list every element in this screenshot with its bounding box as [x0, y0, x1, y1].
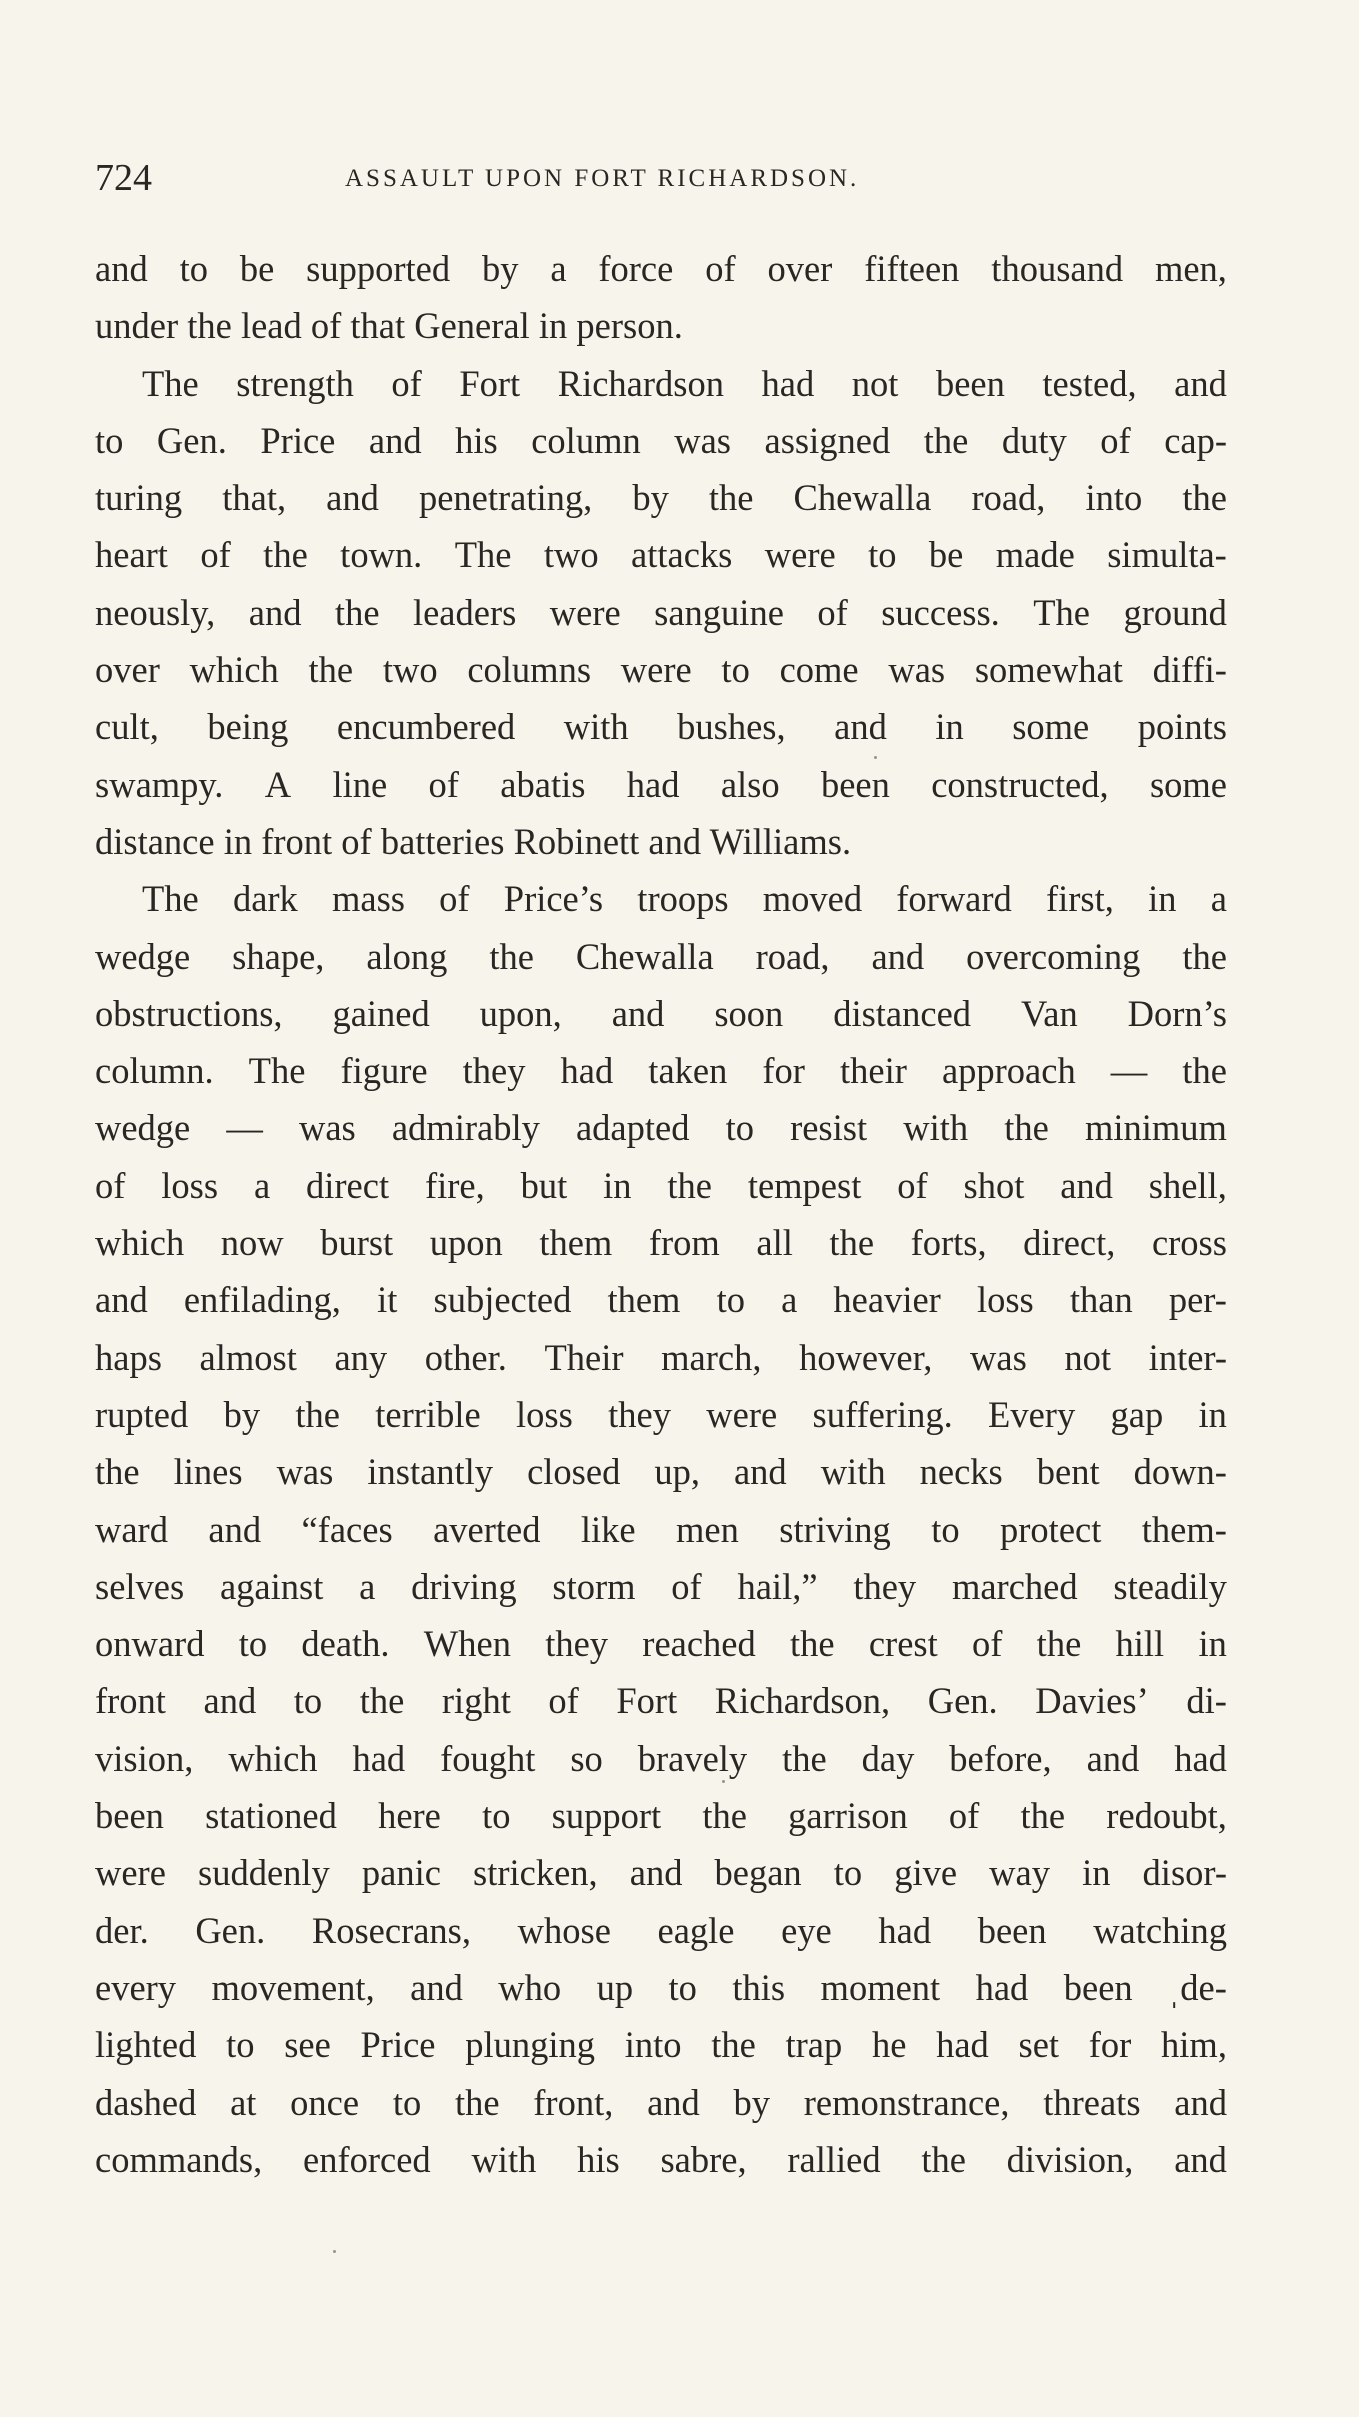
- paragraph: [95, 240, 1227, 355]
- text-line: The strength of Fort Richardson had not been tested, and: [142, 362, 1227, 404]
- running-head: [95, 155, 1215, 201]
- text-line: turing that, and penetrating, by the Chewalla road, into the: [95, 477, 1227, 519]
- text-line: and to be supported by a force of over fifteen thousand men,: [95, 248, 1227, 289]
- body-text: [95, 240, 1227, 2188]
- text-line: and enfilading, it subjected them to a heavier loss than per-: [95, 1279, 1227, 1321]
- text-line: over which the two columns were to come was somewhat diffi-: [95, 649, 1227, 691]
- text-line: wedge — was admirably adapted to resist with the minimum: [95, 1107, 1227, 1149]
- text-line: column. The figure they had taken for their approach — the: [95, 1050, 1227, 1092]
- text-line: onward to death. When they reached the crest of the hill in: [95, 1623, 1227, 1665]
- text-line: which now burst upon them from all the forts, direct, cross: [95, 1222, 1227, 1264]
- text-line: haps almost any other. Their march, however, was not inter-: [95, 1336, 1227, 1378]
- text-line: selves against a driving storm of hail,” they marched steadily: [95, 1565, 1227, 1607]
- paper-speck: [722, 1780, 725, 1783]
- text-line: dashed at once to the front, and by remonstrance, threats and: [95, 2081, 1227, 2123]
- paper-speck: [333, 2250, 336, 2253]
- text-line: every movement, and who up to this moment had been ˌde-: [95, 1966, 1227, 2008]
- paragraph: [95, 870, 1227, 2188]
- text-line: der. Gen. Rosecrans, whose eagle eye had been watching: [95, 1909, 1227, 1951]
- text-line: lighted to see Price plunging into the trap he had set for him,: [95, 2024, 1227, 2066]
- text-line: been stationed here to support the garrison of the redoubt,: [95, 1795, 1227, 1837]
- text-line: commands, enforced with his sabre, rallied the division, and: [95, 2138, 1227, 2180]
- text-line: were suddenly panic stricken, and began to give way in disor-: [95, 1852, 1227, 1894]
- text-line: neously, and the leaders were sanguine of success. The ground: [95, 591, 1227, 633]
- text-line: of loss a direct fire, but in the tempest of shot and shell,: [95, 1164, 1227, 1206]
- text-line: cult, being encumbered with bushes, and in some points: [95, 706, 1227, 748]
- text-line: under the lead of that General in person.: [95, 305, 683, 347]
- text-line: front and to the right of Fort Richardson, Gen. Davies’ di-: [95, 1680, 1227, 1722]
- text-line: ward and “faces averted like men striving to protect them-: [95, 1508, 1227, 1550]
- text-line: The dark mass of Price’s troops moved forward first, in a: [142, 878, 1227, 920]
- paper-speck: [874, 756, 877, 759]
- text-line: obstructions, gained upon, and soon distanced Van Dorn’s: [95, 992, 1227, 1034]
- text-line: vision, which had fought so bravely the day before, and had: [95, 1737, 1227, 1779]
- page-number: 724: [95, 157, 152, 199]
- text-line: distance in front of batteries Robinett and Williams.: [95, 820, 852, 862]
- paragraph: [95, 355, 1227, 871]
- text-line: swampy. A line of abatis had also been constructed, some: [95, 763, 1227, 805]
- text-line: rupted by the terrible loss they were suffering. Every gap in: [95, 1393, 1227, 1435]
- text-line: wedge shape, along the Chewalla road, and overcoming the: [95, 935, 1227, 977]
- text-line: heart of the town. The two attacks were to be made simulta-: [95, 534, 1227, 576]
- text-line: to Gen. Price and his column was assigned the duty of cap-: [95, 419, 1227, 461]
- running-title: ASSAULT UPON FORT RICHARDSON.: [345, 165, 860, 192]
- text-line: the lines was instantly closed up, and with necks bent down-: [95, 1451, 1227, 1493]
